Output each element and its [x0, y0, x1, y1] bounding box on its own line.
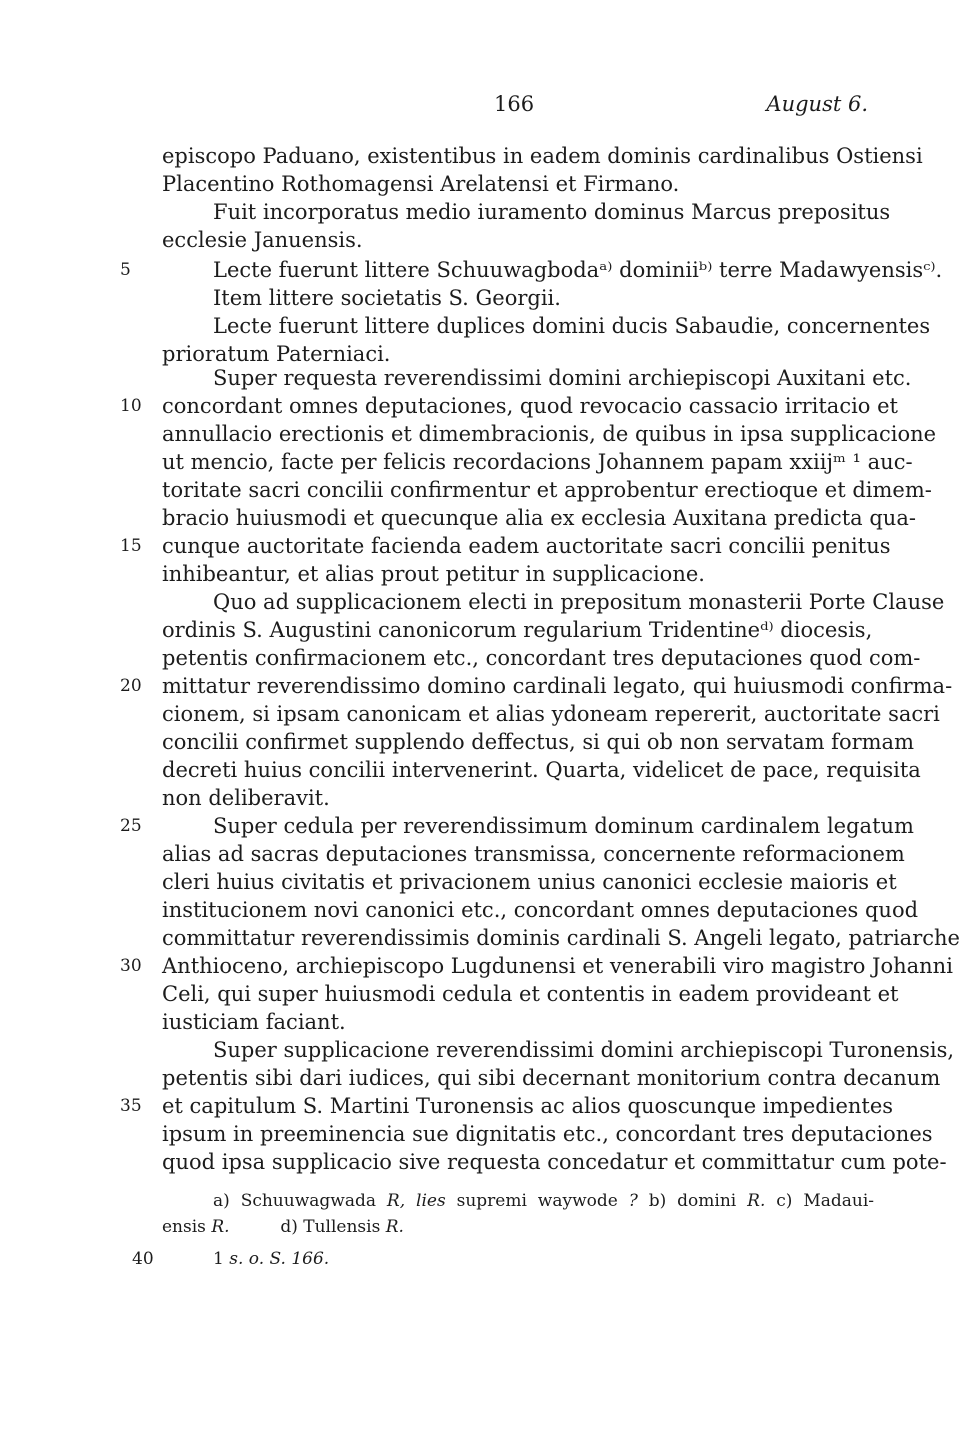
- line-number: 40: [132, 1249, 154, 1269]
- line-number: 35: [120, 1096, 142, 1116]
- text-line: ecclesie Januensis.: [162, 228, 363, 252]
- text-line: et capitulum S. Martini Turonensis ac alios quoscunque impedientes: [162, 1094, 894, 1118]
- footnote-marker: a): [213, 1191, 230, 1211]
- text-line: ipsum in preeminencia sue dignitatis etc., concordant tres deputaciones: [162, 1122, 933, 1146]
- text-line: Celi, qui super huiusmodi cedula et contentis in eadem provideant et: [162, 982, 899, 1006]
- line-number: 10: [120, 396, 142, 416]
- text-line: prioratum Paterniaci.: [162, 342, 391, 366]
- text-line: petentis sibi dari iudices, qui sibi decernant monitorium contra decanum: [162, 1066, 941, 1090]
- text-line: Placentino Rothomagensi Arelatensi et Firmano.: [162, 172, 680, 196]
- footnote-line: [213, 1188, 874, 1214]
- line-number: 20: [120, 676, 142, 696]
- footnote-line: [213, 1246, 874, 1272]
- text-line: Item littere societatis S. Georgii.: [213, 286, 561, 310]
- text-line: Fuit incorporatus medio iuramento dominus Marcus prepositus: [213, 200, 891, 224]
- text-line: inhibeantur, et alias prout petitur in supplicacione.: [162, 562, 705, 586]
- footnote-d: d) Tullensis R.: [280, 1217, 404, 1237]
- footnote-marker: 1: [213, 1249, 224, 1269]
- footnote-marker: d): [280, 1217, 298, 1237]
- text-line: concordant omnes deputaciones, quod revocacio cassacio irritacio et: [162, 394, 898, 418]
- footnote-marker: c): [776, 1191, 793, 1211]
- text-line: cunque auctoritate facienda eadem auctoritate sacri concilii penitus: [162, 534, 891, 558]
- footnote-b: b) domini R.: [648, 1191, 766, 1211]
- text-line: ordinis S. Augustini canonicorum regularium Tridentineᵈ⁾ diocesis,: [162, 618, 873, 642]
- running-head: August 6.: [766, 92, 868, 116]
- text-line: Lecte fuerunt littere Schuuwagbodaᵃ⁾ dominiiᵇ⁾ terre Madawyensisᶜ⁾.: [213, 258, 943, 282]
- line-number: 25: [120, 816, 142, 836]
- text-line: mittatur reverendissimo domino cardinali legato, qui huiusmodi confirma-: [162, 674, 953, 698]
- line-number: 30: [120, 956, 142, 976]
- text-line: toritate sacri concilii confirmentur et approbentur erectioque et dimem-: [162, 478, 932, 502]
- page-number: 166: [494, 92, 535, 116]
- text-line: Quo ad supplicacionem electi in prepositum monasterii Porte Clause: [213, 590, 945, 614]
- footnote-c: c) Madaui-: [776, 1191, 875, 1211]
- text-line: alias ad sacras deputaciones transmissa, concernente reformacionem: [162, 842, 905, 866]
- text-line: annullacio erectionis et dimembracionis, de quibus in ipsa supplicacione: [162, 422, 937, 446]
- text-line: cionem, si ipsam canonicam et alias ydoneam repererit, auctoritate sacri: [162, 702, 940, 726]
- text-line: concilii confirmet supplendo deffectus, si qui ob non servatam formam: [162, 730, 914, 754]
- text-line: bracio huiusmodi et quecunque alia ex ecclesia Auxitana predicta qua-: [162, 506, 916, 530]
- text-line: Super cedula per reverendissimum dominum cardinalem legatum: [213, 814, 914, 838]
- text-line: non deliberavit.: [162, 786, 330, 810]
- text-line: Anthioceno, archiepiscopo Lugdunensi et venerabili viro magistro Johanni: [162, 954, 953, 978]
- text-line: iusticiam faciant.: [162, 1010, 346, 1034]
- text-line: Lecte fuerunt littere duplices domini ducis Sabaudie, concernentes: [213, 314, 931, 338]
- line-number: 5: [120, 260, 131, 280]
- text-line: committatur reverendissimis dominis cardinali S. Angeli legato, patriarche: [162, 926, 960, 950]
- text-line: petentis confirmacionem etc., concordant tres deputaciones quod com-: [162, 646, 921, 670]
- text-line: quod ipsa supplicacio sive requesta concedatur et committatur cum pote-: [162, 1150, 947, 1174]
- text-line: episcopo Paduano, existentibus in eadem dominis cardinalibus Ostiensi: [162, 144, 923, 168]
- text-line: Super supplicacione reverendissimi domini archiepiscopi Turonensis,: [213, 1038, 955, 1062]
- line-number: 15: [120, 536, 142, 556]
- footnote-1: 1 s. o. S. 166.: [213, 1249, 330, 1269]
- footnote-line: ensis R. d) Tullensis R.: [162, 1217, 404, 1237]
- text-line: decreti huius concilii intervenerint. Quarta, videlicet de pace, requisita: [162, 758, 921, 782]
- text-line: ut mencio, facte per felicis recordacions Johannem papam xxiijᵐ ¹ auc-: [162, 450, 913, 474]
- footnote-a: a) Schuuwagwada R, lies supremi waywode ?: [213, 1191, 638, 1211]
- text-line: Super requesta reverendissimi domini archiepiscopi Auxitani etc.: [213, 366, 912, 390]
- footnote-marker: b): [648, 1191, 667, 1211]
- text-line: institucionem novi canonici etc., concordant omnes deputaciones quod: [162, 898, 919, 922]
- text-line: cleri huius civitatis et privacionem unius canonici ecclesie maioris et: [162, 870, 897, 894]
